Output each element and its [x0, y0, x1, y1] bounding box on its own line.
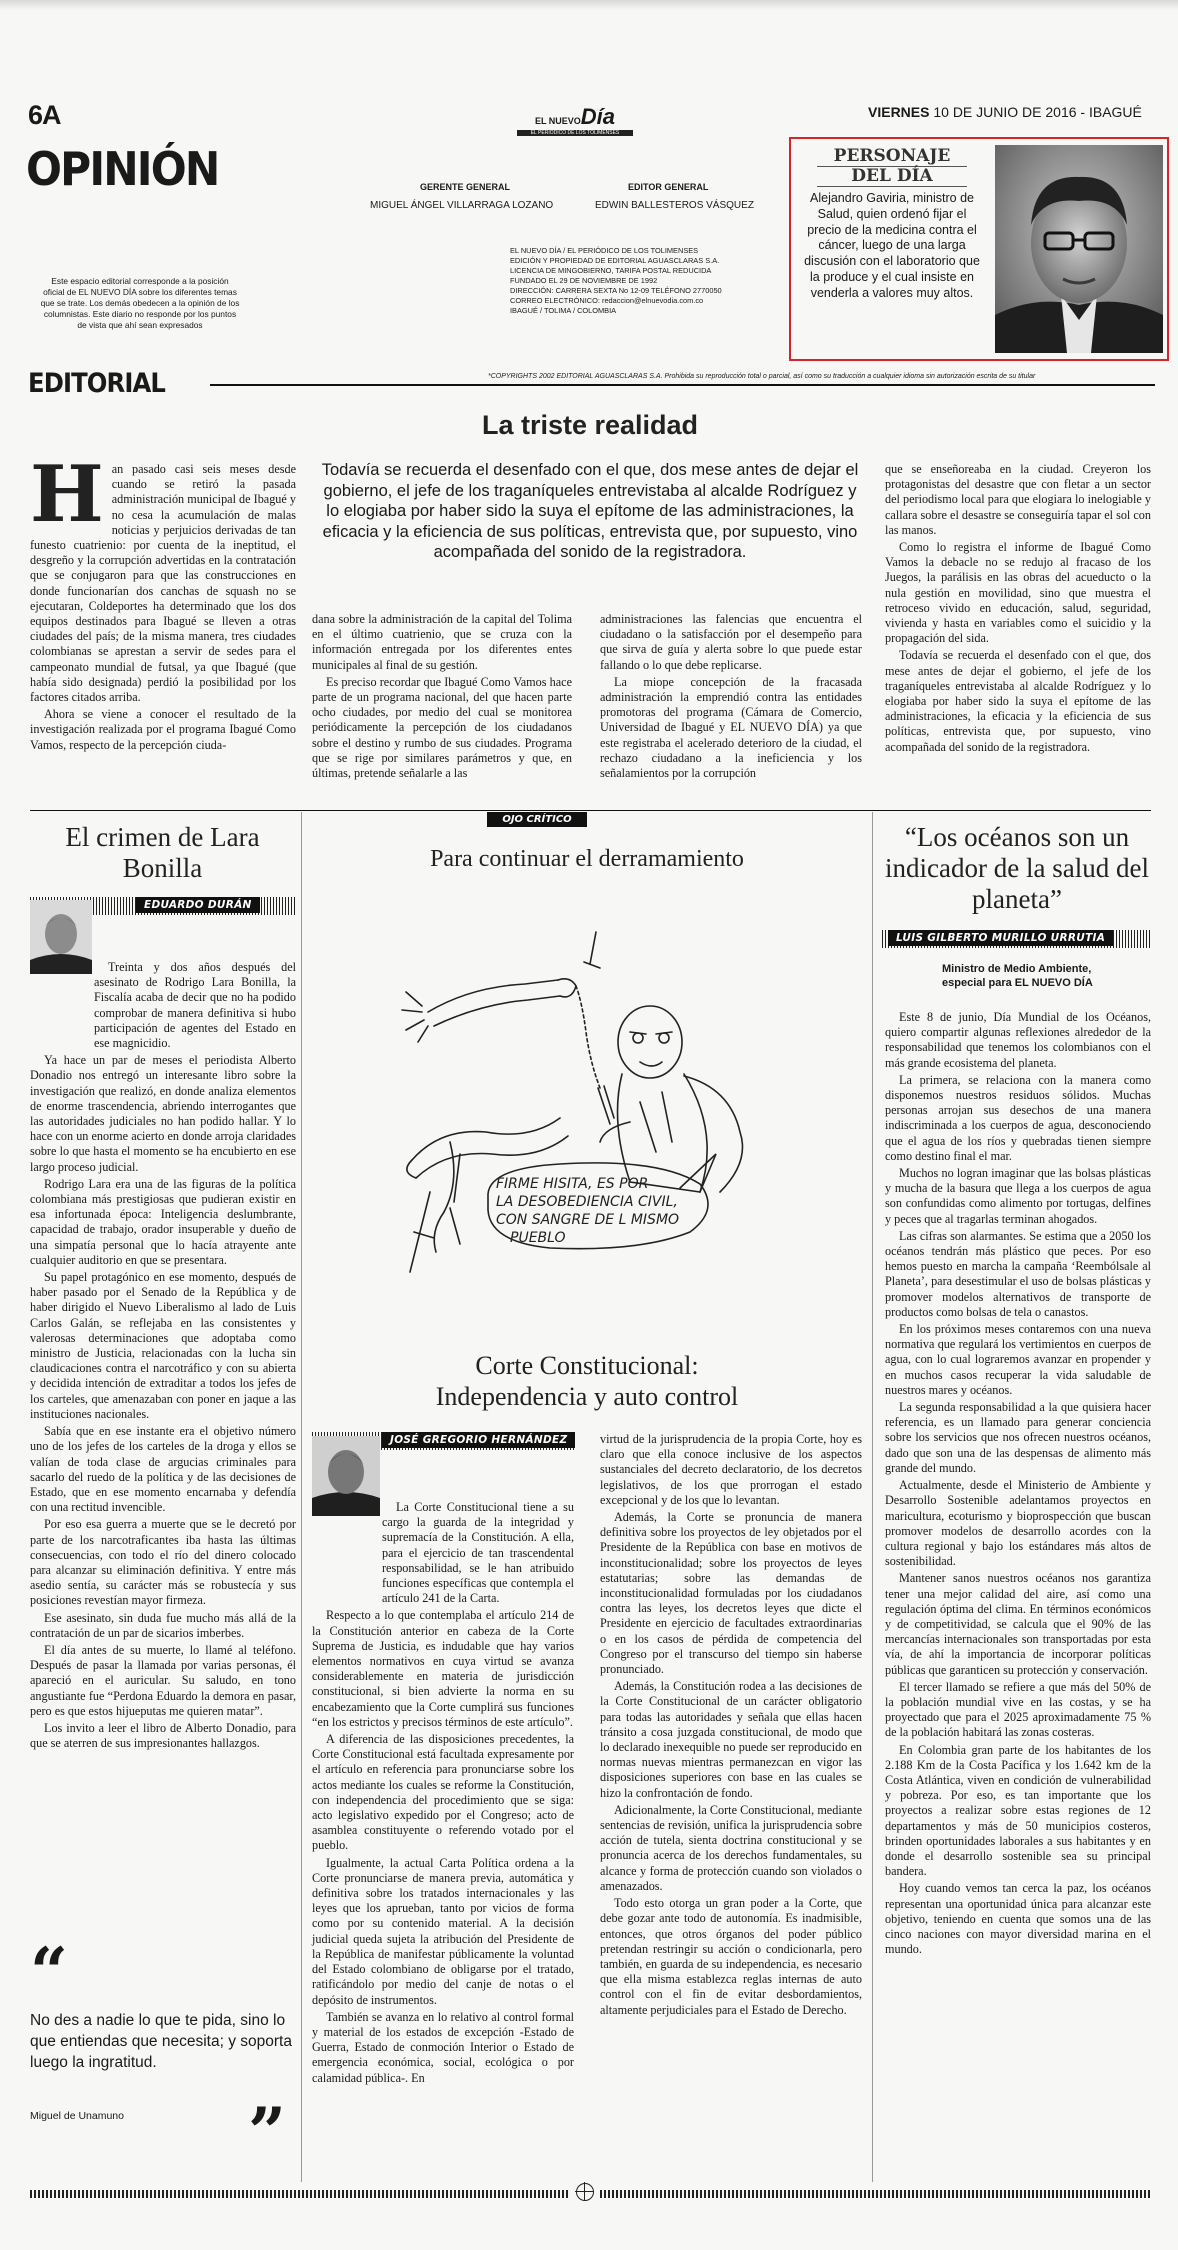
- editorial-disclaimer: Este espacio editorial corresponde a la posición oficial de EL NUEVO DÍA sobre los diferentes temas que se trate. Los demás obedecen a la opinión de los columnistas. Este diario no responde por los puntos de vista que ahí sean expresados: [40, 276, 240, 330]
- personaje-text: Alejandro Gaviria, ministro de Salud, quien ordenó fijar el precio de la medicina contra el cáncer, luego de una larga discusión con el laboratorio que la produce y el cual insiste en venderla a valores muy altos.: [804, 191, 980, 300]
- personaje-title: PERSONAJE DEL DÍA: [817, 147, 967, 187]
- quote-author: Miguel de Unamuno: [30, 2110, 124, 2122]
- column-divider-left: [301, 812, 302, 2182]
- editorial-col-3: administraciones las falencias que encuentra el ciudadano o la satisfacción por el desempeño para que sirva de guía y alerta sobre lo que puede estar fallando o lo que debe replicarse. La miope concepción de la fracasada administración la emprendió contra las entidades promotoras del programa (Cámara de Comercio, Universidad de Ibagué y EL NUEVO DÍA) ya que este registraba el acelerado deterioro de la ciudad, el rechazo ciudadano a la ineficiencia y los señalamientos por la corrupción: [600, 612, 862, 781]
- editorial-col-2: dana sobre la administración de la capital del Tolima en el último cuatrienio, que se cruza con la información entregada por los diferentes entes municipales al final de su gestión. Es preciso recordar que Ibagué Como Vamos hace parte de un programa nacional, del que hacen parte ocho ciudades, por medio del cual se monitorea periódicamente la percepción de los ciudadanos sobre el destino y rumbo de sus ciudades. Programa que se rige por similares parámetros y que, en últimas, pretende señalarle a las: [312, 612, 572, 781]
- masthead-info: EL NUEVO DÍA / EL PERIÓDICO DE LOS TOLIMENSES EDICIÓN Y PROPIEDAD DE EDITORIAL AGUASCLARAS S.A. LICENCIA DE MINGOBIERNO, TARIFA POSTAL REDUCIDA FUNDADO EL 29 DE NOVIEMBRE DE 1992 DIRECCIÓN: CARRERA SEXTA No 12-09 TELÉFONO 2770050 CORREO ELECTRÓNICO: redaccion@elnuevodia.com.co IBAGUÉ / TOLIMA / COLOMBIA: [510, 246, 722, 315]
- svg-text:PUEBLO: PUEBLO: [510, 1230, 566, 1246]
- personaje-box: [789, 137, 1169, 361]
- gerente-name: MIGUEL ÁNGEL VILLARRAGA LOZANO: [370, 200, 554, 211]
- editorial-label: EDITORIAL: [28, 368, 170, 399]
- crimen-body: Treinta y dos años después del asesinato de Rodrigo Lara Bonilla, la Fiscalía acaba de decir que no ha podido comprobar de manera definitiva si hubo participación de agentes del Estado en ese magnicidio. Ya hace un par de meses el periodista Alberto Donadio nos entregó un interesante libro sobre la investigación que realizó, en donde analiza elementos de enorme trascendencia, abriendo interrogantes que las autoridades judiciales no han podido hallar. Y lo hace con un enorme acierto en donde arroja claridades sobre lo que hasta el momento se ha encubierto en ese largo proceso judicial. Rodrigo Lara era una de las figuras de la política colombiana más prestigiosas que pudieran existir en esa infortunada época: Inteligencia deslumbrante, capacidad de trabajo, orador insuperable y dueño de una simpatía personal que lo hacía atrayente ante cualquier auditorio en que se presentara. Su papel protagónico en ese momento, después de haber pasado por el Senado de la República y de haber dirigido el Nuevo Liberalismo al lado de Luis Carlos Galán, se reflejaba en las consistentes y valerosas determinaciones que adoptaba como ministro de Justicia, relacionadas con la lucha sin claudicaciones contra el narcotráfico y con su abierta y decidida intención de extraditar a todos los jefes de los carteles, que amenazaban con poner en jaque a las instituciones nacionales. Sabía que en ese instante era el objetivo número uno de los jefes de los carteles de la droga y ellos se valían de toda clase de argucias criminales para sacarlo del ruedo de la política y de las decisiones de Estado, que en ese momento encarnaba y defendía con una rectitud invencible. Por eso esa guerra a muerte que se le decretó por parte de los narcotraficantes iba hasta las últimas consecuencias, con todo el río del dinero colocado para alcanzar su eliminación definitiva. Y entre más asedio sentía, su carácter más se robustecía y sus posiciones revestían mayor firmeza. Ese asesinato, sin duda fue mucho más allá de la contratación de un par de sicarios imberbes. El día antes de su muerte, lo llamé al teléfono. Después de pasar la llamada por varias personas, él apareció en el auricular. Su saludo, en tono angustiante fue “Perdona Eduardo la demora en pasar, pero es que estos hijueputas me quieren matar”. Los invito a leer el libro de Alberto Donadio, para que se aterren de sus impresionantes hallazgos.: [30, 960, 296, 1751]
- edition-date: VIERNES 10 DE JUNIO DE 2016 - IBAGUÉ: [868, 104, 1142, 120]
- open-quote-icon: “: [30, 1933, 68, 2011]
- oceanos-body: Este 8 de junio, Día Mundial de los Océanos, quiero compartir algunas reflexiones alrededor de la responsabilidad que tenemos los colombianos con el más grande ecosistema del planeta. La primera, se relaciona con la manera como disponemos nuestros residuos sólidos. Muchas personas arrojan sus desechos de una manera indiscriminada a los cuerpos de agua, desconociendo que el agua de los ríos y quebradas tienen siempre como destino final el mar. Muchos no logran imaginar que las bolsas plásticas y mucha de la basura que llega a los cuerpos de agua son confundidas como alimento por tortugas, delfines y peces que al tragarlas terminan ahogados. Las cifras son alarmantes. Se estima que a 2050 los océanos tendrán más plástico que peces. Por eso hemos puesto en marcha la campaña ‘Reembólsale al Planeta’, para desestimular el uso de bolsas plásticas y promover modelos alternativos de transporte de productos como bolsas de tela o canastos. En los próximos meses contaremos con una nueva normativa que regulará los vertimientos en cuerpos de agua, con lo cual lograremos avanzar en propender y en muchos casos recuperar la vida saludable de nuestros mares y océanos. La segunda responsabilidad a la que quisiera hacer referencia, es un llamado para generar conciencia sobre los servicios que nos ofrecen nuestros océanos, dado que son una de las despensas de alimento más grande del mundo. Actualmente, desde el Ministerio de Ambiente y Desarrollo Sostenible adelantamos proyectos en maricultura, ecoturismo y bioprospección que buscan promover modelos de desarrollo acordes con la cultura regional y bajo los estándares más altos de sostenibilidad. Mantener sanos nuestros océanos nos garantiza tener una mejor calidad del aire, así como una regulación óptima del clima. En términos económicos y de competitividad, se calcula que el 90% de las mercancías internacionales son transportadas por esta vía, de ahí la importancia de incorporar políticas públicas que garanticen su protección y conservación. El tercer llamado se refiere a que más del 50% de la población mundial vive en las costas, y se ha proyectado que para el 2025 aproximadamente 75 % de la población habitará las zonas costeras. En Colombia gran parte de los habitantes de los 2.188 Km de la Costa Pacífica y los 1.642 km de la Costa Atlántica, viven en condición de vulnerabilidad y pobreza. Por eso, es tan importante que los proyectos a realizar sobre estas regiones de 12 departamentos y más de 50 municipios costeros, brinden oportunidades laborales a sus habitantes y en donde el desarrollo sostenible sea su principal bandera. Hoy cuando vemos tan cerca la paz, los océanos representan una oportunidad única para alcanzar este objetivo, teniendo en cuenta que somos una de las cinco naciones con mayor diversidad marina en el mundo.: [885, 1010, 1151, 1957]
- oceanos-title: “Los océanos son un indicador de la salud del planeta”: [885, 822, 1149, 914]
- editor-name: EDWIN BALLESTEROS VÁSQUEZ: [595, 200, 754, 211]
- oceanos-author: LUIS GILBERTO MURILLO URRUTIA: [888, 930, 1113, 946]
- section-title: OPINIÓN: [26, 142, 219, 196]
- svg-text:CON SANGRE DE L MISMO: CON SANGRE DE L MISMO: [496, 1212, 680, 1228]
- newspaper-logo: EL NUEVODía EL PERIÓDICO DE LOS TOLIMENSES: [505, 104, 645, 136]
- column-divider-right: [872, 812, 873, 2182]
- close-quote-icon: ”: [248, 2093, 286, 2171]
- page-number: 6A: [28, 100, 61, 130]
- editorial-rule: [210, 384, 1155, 386]
- registration-mark-icon: [576, 2183, 594, 2201]
- crimen-title: El crimen de Lara Bonilla: [65, 822, 260, 883]
- corte-author: JOSÉ GREGORIO HERNÁNDEZ: [382, 1432, 575, 1448]
- oceanos-role: Ministro de Medio Ambiente, especial para EL NUEVO DÍA: [942, 963, 1093, 989]
- personaje-photo: [995, 145, 1163, 353]
- bottom-strip-left: [30, 2190, 570, 2198]
- corte-title: Corte Constitucional: Independencia y auto control: [435, 1351, 739, 1411]
- editorial-col-4: que se enseñoreaba en la ciudad. Creyeron los protagonistas del desastre que con fletar a un sector del periodismo local para que elogiara lo inelogiable y callara sobre el desastre se conseguiría tapar el sol con las manos. Como lo registra el informe de Ibagué Como Vamos la debacle no se redujo al fracaso de los Juegos, la parálisis en las obras del acueducto o la nula gestión en movilidad, sino que muestra el retroceso vivido en educación, salud, seguridad, vivienda y hasta en variables como el suicidio y la propagación del sida. Todavía se recuerda el desenfado con el que, dos mese antes de dejar el gobierno, el jefe de los traganíqueles entrevistaba al alcalde Rodríguez y lo elogiaba por haber sido la suya el epítome de las administraciones, la eficacia y la eficiencia de sus políticas, entrevista que, por supuesto, vino acompañada del sonido de la registradora.: [885, 462, 1151, 754]
- copyright: *COPYRIGHTS 2002 EDITORIAL AGUASCLARAS S.A. Prohibida su reproducción total o parcial, así como su traducción a cualquier idioma sin autorización escrita de su titular: [488, 373, 1036, 380]
- gerente-label: GERENTE GENERAL: [420, 182, 511, 192]
- crimen-author: EDUARDO DURÁN: [136, 897, 260, 913]
- bottom-strip-right: [600, 2190, 1152, 2198]
- editor-label: EDITOR GENERAL: [628, 182, 709, 192]
- svg-text:FIRME HISITA, ES POR: FIRME HISITA, ES POR: [496, 1176, 649, 1192]
- scan-edge: [0, 0, 1178, 10]
- section-divider: [30, 810, 1151, 811]
- editorial-pullquote: Todavía se recuerda el desenfado con el que, dos mese antes de dejar el gobierno, el jefe de los traganíqueles entrevistaba al alcalde Rodríguez y lo elogiaba por haber sido la suya el epítome de las administraciones, la eficacia y la eficiencia de sus políticas, entrevista que, por supuesto, vino acompañada del sonido de la registradora.: [321, 461, 859, 561]
- corte-col-1: La Corte Constitucional tiene a su cargo la guarda de la integridad y supremacía de la Constitución. A ella, para el ejercicio de tan trascendental responsabilidad, se le han atribuido funciones específicas que contempla el artículo 241 de la Carta. Respecto a lo que contemplaba el artículo 214 de la Constitución anterior en cabeza de la Corte Suprema de Justicia, es indudable que hay varios elementos normativos en cuya virtud se avanza considerablemente en materia de jurisdicción constitucional, si bien advierte la norma en su encabezamiento que la Corte cumplirá sus funciones “en los estrictos y precisos términos de este artículo”. A diferencia de las disposiciones precedentes, la Corte Constitucional está facultada expresamente por el artículo en referencia para pronunciarse sobre los actos mediante los cuales se reforme la Constitución, con independencia del procedimiento que se siga: acto legislativo expedido por el Congreso; acto de asamblea constituyente o referendo votado por el pueblo. Igualmente, la actual Carta Política ordena a la Corte pronunciarse de manera previa, automática y definitiva sobre los tratados internacionales y las leyes que los aprueban, tanto por vicios de forma como por su contenido material. A la decisión judicial queda sujeta la atribución del Presidente de la República de manifestar públicamente la voluntad del Estado colombiano de obligarse por el tratado, ratificándolo por medio del canje de notas o el depósito de instrumentos. También se avanza en lo relativo al control formal y material de los estados de excepción -Estado de Guerra, Estado de conmoción Interior o Estado de emergencia económica, social, ecológica o por calamidad pública-. En: [312, 1500, 574, 2085]
- editorial-title: La triste realidad: [481, 410, 699, 440]
- editorial-cartoon: [400, 892, 810, 1312]
- ojo-label: OJO CRÍTICO: [487, 812, 587, 827]
- drop-cap: H: [30, 449, 104, 540]
- ojo-title: Para continuar el derramamiento: [430, 846, 744, 872]
- editorial-col-1: Han pasado casi seis meses desde cuando se retiró la pasada administración municipal de Ibagué y no cesa la acumulación de malas noticias y perjuicios derivadas de tan funesto cuatrienio: por cuenta de la ineptitud, el desgreño y la corrupción advertidas en la contratación que se conjugaron para que las construcciones en donde funcionarían dos canchas de squash no se ejecutaran, Coldeportes ha determinado que los dos equipos destinados para Ibagué se lleven a otras ciudades del país; de la misma manera, tres ciudades colombianas se aprestan a servir de sedes para el campeonato mundial de futsal, ya que Ibagué (que había sido designada) perdió la posibilidad por los factores citados arriba. Ahora se viene a conocer el resultado de la investigación realizada por el programa Ibagué Como Vamos, respecto de la percepción ciuda-: [30, 449, 296, 752]
- corte-col-2: virtud de la jurisprudencia de la propia Corte, hoy es claro que ella conoce inclusive de los aspectos sustanciales del decreto declaratorio, de los decretos legislativos, de los que prorrogan el estado excepcional y de los que lo levantan. Además, la Corte se pronuncia de manera definitiva sobre los proyectos de ley objetados por el Presidente de la República con base en motivos de inconstitucionalidad; sobre los proyectos de leyes estatutarias; sobre las demandas de inconstitucionalidad formuladas por los ciudadanos contra las leyes, los decretos leyes que dicte el Presidente en ejercicio de facultades extraordinarias o en los casos de pérdida de competencia del Congreso por el transcurso del tiempo sin haberse pronunciado. Además, la Constitución rodea a las decisiones de la Corte Constitucional de un carácter obligatorio para todas las autoridades y señala que ellas hacen tránsito a cosa juzgada constitucional, de modo que lo declarado inexequible no puede ser reproducido en normas nuevas mientras permanezcan en vigor las disposiciones superiores con base en las cuales se hizo la confrontación de fondo. Adicionalmente, la Corte Constitucional, mediante sentencias de revisión, unifica la jurisprudencia sobre acción de tutela, sienta doctrina constitucional y se pronuncia acerca de los derechos fundamentales, su alcance y forma de protección cuando son violados o amenazados. Todo esto otorga un gran poder a la Corte, que debe gozar ante todo de autonomía. Es inadmisible, entonces, que otros órganos del poder público pretendan restringir su acción o condicionarla, pero también, en guarda de su independencia, es necesario que ella misma establezca reglas internas de auto control con el fin de evitar desbordamientos, altamente perjudiciales para el Estado de Derecho.: [600, 1432, 862, 2017]
- quote-text: No des a nadie lo que te pida, sino lo que entiendas que necesita; y soporta luego la ingratitud.: [30, 2012, 292, 2071]
- svg-text:LA DESOBEDIENCIA CIVIL,: LA DESOBEDIENCIA CIVIL,: [496, 1194, 678, 1210]
